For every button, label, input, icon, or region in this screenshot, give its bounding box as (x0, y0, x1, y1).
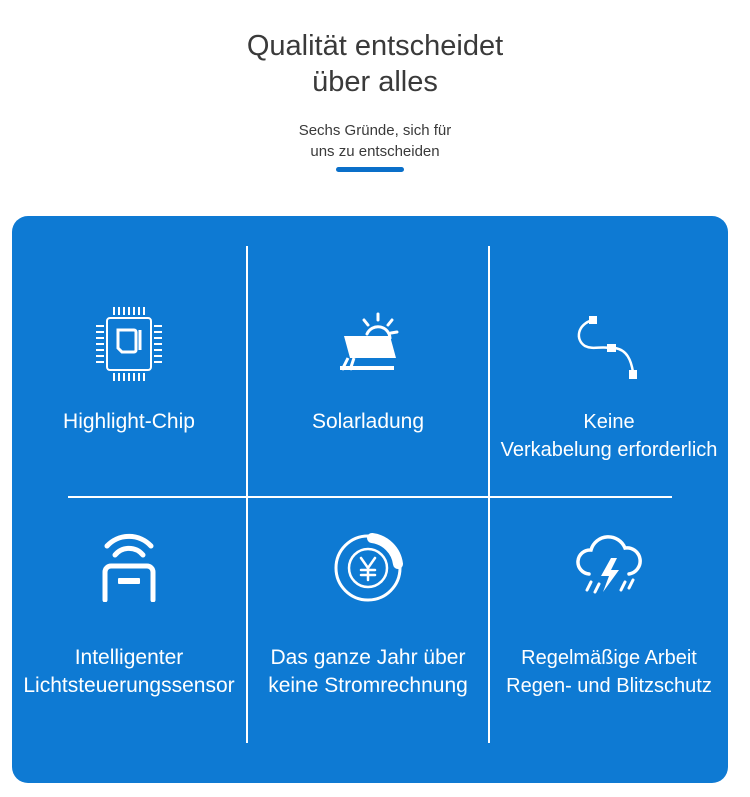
feature-highlight-chip (12, 216, 246, 496)
feature-label: Regelmäßige Arbeit Regen- und Blitzschutz (506, 647, 712, 697)
feature-label: Solarladung (311, 410, 425, 433)
feature-label: Intelligenter Lichtsteuerungssensor (23, 646, 235, 697)
title-underline (336, 167, 404, 172)
cable-icon (571, 312, 647, 384)
page-title: Qualität entscheidet über alles (246, 30, 504, 98)
solar-panel-icon (328, 308, 408, 374)
feature-no-wiring (490, 216, 728, 496)
page-subtitle: Sechs Gründe, sich für uns zu entscheiden (298, 122, 452, 160)
feature-label: Keine Verkabelung erforderlich (500, 411, 718, 461)
sensor-icon (97, 526, 161, 602)
feature-solar-charging (248, 216, 488, 496)
thunder-cloud-icon (573, 532, 645, 602)
feature-label: Das ganze Jahr über keine Stromrechnung (268, 646, 468, 697)
feature-no-electricity-bill (248, 498, 488, 783)
chip-icon (94, 304, 164, 384)
feature-light-sensor (12, 498, 246, 783)
feature-rain-lightning-protection (490, 498, 728, 783)
feature-label: Highlight-Chip (63, 410, 195, 433)
features-panel (12, 216, 728, 783)
yen-circle-icon (332, 532, 404, 604)
